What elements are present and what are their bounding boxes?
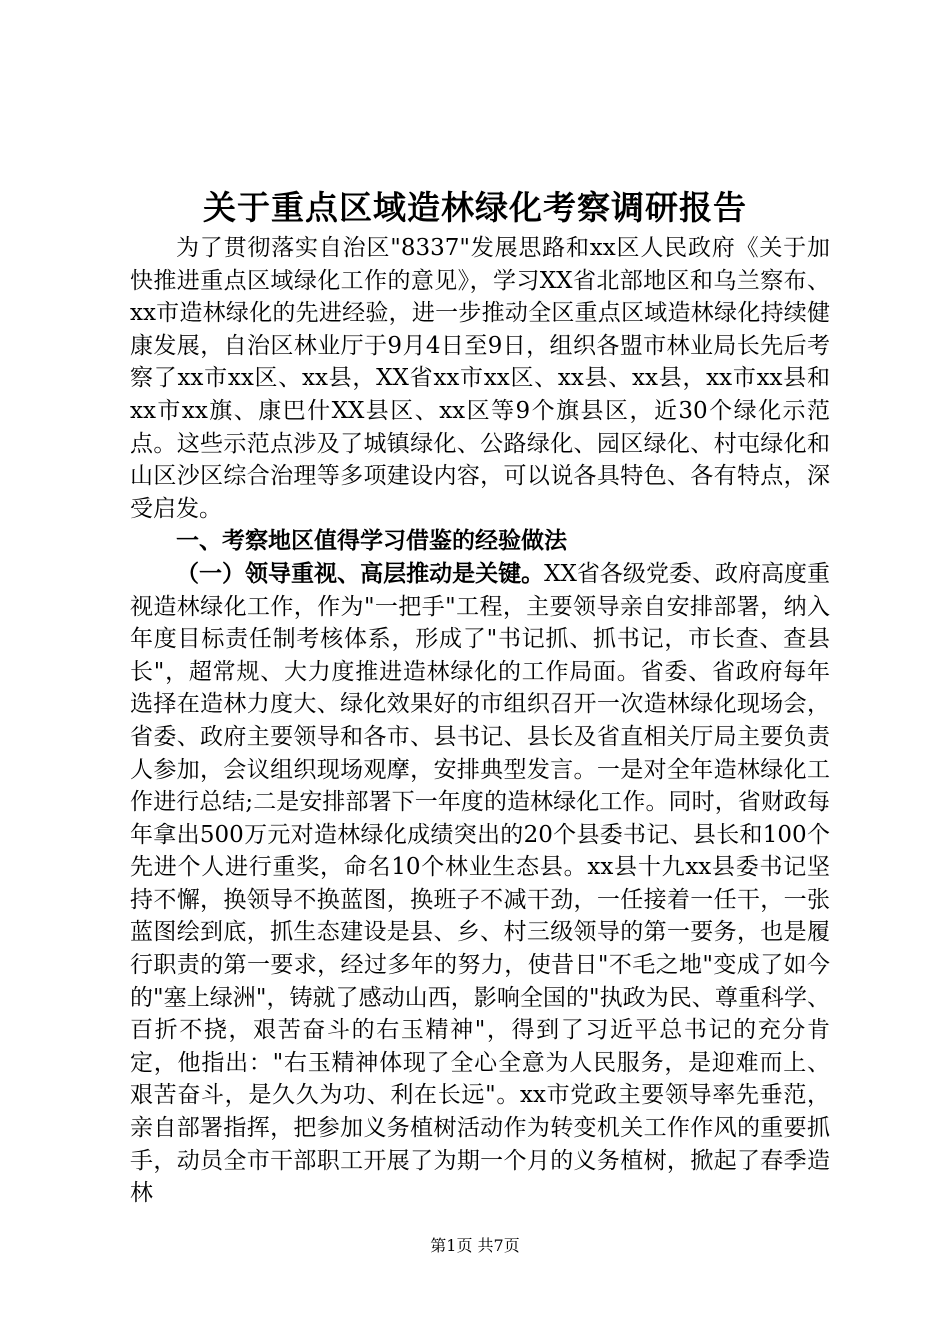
subsection-paragraph	[130, 558, 830, 1210]
section-heading: 一、考察地区值得学习借鉴的经验做法	[176, 527, 567, 555]
document-body	[130, 232, 830, 1210]
intro-paragraph: 为了贯彻落实自治区"8337"发展思路和xx区人民政府《关于加快推进重点区域绿化工作的意见》，学习XX省北部地区和乌兰察布、xx市造林绿化的先进经验，进一步推动全区重点区域造林绿化持续健康发展，自治区林业厅于9月4日至9日，组织各盟市林业局长先后考察了xx市xx区、xx县，XX省xx市xx区、xx县、xx县，xx市xx县和xx市xx旗、康巴什XX县区、xx区等9个旗县区，近30个绿化示范点。这些示范点涉及了城镇绿化、公路绿化、园区绿化、村屯绿化和山区沙区综合治理等多项建设内容，可以说各具特色、各有特点，深受启发。	[130, 235, 830, 522]
subsection-body: XX省各级党委、政府高度重视造林绿化工作，作为"一把手"工程，主要领导亲自安排部署，纳入年度目标责任制考核体系，形成了"书记抓、抓书记，市长查、查县长"，超常规、大力度推进造林绿化的工作局面。省委、省政府每年选择在造林力度大、绿化效果好的市组织召开一次造林绿化现场会，省委、政府主要领导和各市、县书记、县长及省直相关厅局主要负责人参加，会议组织现场观摩，安排典型发言。一是对全年造林绿化工作进行总结;二是安排部署下一年度的造林绿化工作。同时，省财政每年拿出500万元对造林绿化成绩突出的20个县委书记、县长和100个先进个人进行重奖，命名10个林业生态县。xx县十九xx县委书记坚持不懈，换领导不换蓝图，换班子不减干劲，一任接着一任干，一张蓝图绘到底，抓生态建设是县、乡、村三级领导的第一要务，也是履行职责的第一要求，经过多年的努力，使昔日"不毛之地"变成了如今的"塞上绿洲"，铸就了感动山西，影响全国的"执政为民、尊重科学、百折不挠，艰苦奋斗的右玉精神"，得到了习近平总书记的充分肯定，他指出："右玉精神体现了全心全意为人民服务，是迎难而上、艰苦奋斗，是久久为功、利在长远"。xx市党政主要领导率先垂范，亲自部署指挥，把参加义务植树活动作为转变机关工作作风的重要抓手，动员全市干部职工开展了为期一个月的义务植树，掀起了春季造林	[130, 560, 831, 1207]
subsection-lead: （一）领导重视、高层推动是关键。	[176, 559, 545, 587]
document-title: 关于重点区域造林绿化考察调研报告	[203, 188, 747, 227]
page-footer: 第1页 共7页	[430, 1236, 520, 1255]
